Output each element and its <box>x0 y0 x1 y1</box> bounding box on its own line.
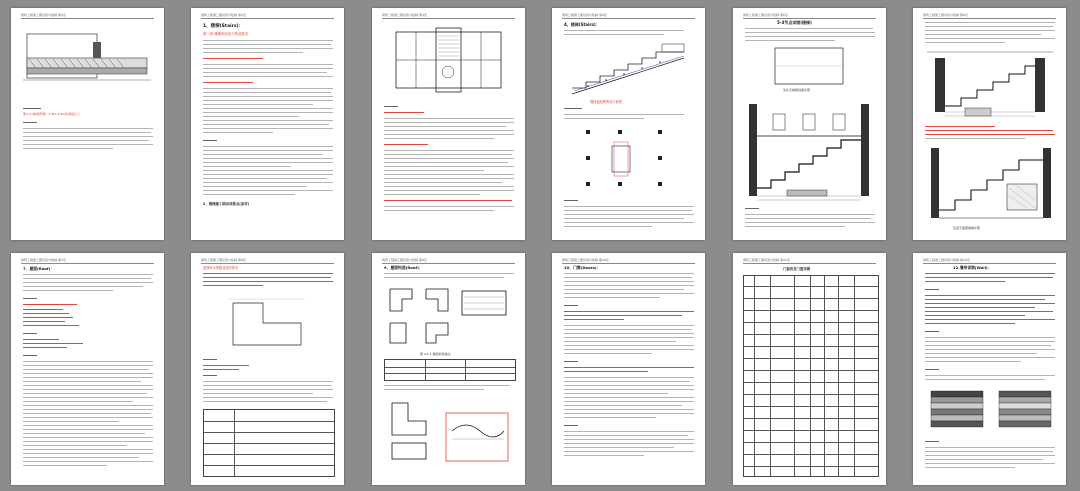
text-line <box>384 134 514 135</box>
text-line <box>384 206 514 207</box>
text-line <box>925 361 1021 362</box>
text-line <box>384 182 502 183</box>
text-line <box>203 150 333 151</box>
text-line <box>23 286 143 287</box>
text-line <box>384 130 514 131</box>
text-line <box>564 315 682 316</box>
document-page[interactable] <box>372 253 525 485</box>
table-title: 门窗表及门窗详图 <box>783 267 811 271</box>
text-line <box>203 281 333 282</box>
text-line <box>925 138 1025 139</box>
text-line <box>23 274 153 275</box>
text-line <box>564 325 694 326</box>
text-line <box>203 92 331 93</box>
text-line <box>564 385 694 386</box>
document-page[interactable] <box>733 253 886 485</box>
text-line <box>23 339 59 340</box>
text-line <box>564 409 694 410</box>
text-line <box>564 293 694 294</box>
text-line <box>384 166 514 167</box>
text-line <box>564 389 694 390</box>
figure-caption: 图 2.1.1 屋面构造做法 <box>420 352 451 356</box>
text-line <box>925 369 939 370</box>
text-line <box>203 170 333 171</box>
text-line <box>203 369 239 370</box>
text-line <box>564 371 648 372</box>
page-header: 建筑工程施工图识读与绘制 第12章 <box>923 258 1056 264</box>
text-line <box>925 42 1005 43</box>
text-line <box>23 148 113 149</box>
text-line <box>564 305 578 306</box>
text-line <box>23 355 37 356</box>
text-line <box>203 385 331 386</box>
text-line <box>384 154 512 155</box>
text-line <box>564 425 578 426</box>
page-header: 建筑工程施工图识读与绘制 第9章 <box>382 258 515 264</box>
text-line <box>203 128 333 129</box>
page-header: 建筑工程施工图识读与绘制 第4章 <box>562 13 695 19</box>
text-line <box>203 68 333 69</box>
text-line <box>564 200 578 201</box>
text-line <box>564 281 694 282</box>
text-line <box>203 381 333 382</box>
text-line <box>564 349 694 350</box>
text-line <box>23 449 153 450</box>
document-page[interactable] <box>913 8 1066 240</box>
text-line <box>203 44 331 45</box>
text-line <box>203 389 333 390</box>
text-line <box>925 447 1055 448</box>
text-line <box>564 311 694 312</box>
text-line <box>564 381 690 382</box>
text-line <box>564 30 684 31</box>
text-line <box>564 431 694 432</box>
text-line <box>564 218 684 219</box>
text-line <box>745 28 873 29</box>
text-line <box>745 208 759 209</box>
text-line <box>203 277 331 278</box>
section-heading: 5-3节点详图(楼梯) <box>777 20 812 25</box>
text-line <box>745 36 875 37</box>
text-line <box>384 150 514 151</box>
text-line <box>925 307 1035 308</box>
document-page[interactable] <box>191 253 344 485</box>
text-line <box>564 210 692 211</box>
text-line <box>564 226 652 227</box>
wall-layer-figures <box>927 387 1055 433</box>
text-line <box>564 118 644 119</box>
text-line <box>564 455 644 456</box>
text-line <box>23 278 151 279</box>
text-line <box>564 435 688 436</box>
text-line <box>203 48 333 49</box>
text-line <box>203 401 327 402</box>
text-line <box>203 365 249 366</box>
text-line <box>925 441 939 442</box>
figure-note: 某住宅楼梯剖面详图 <box>783 88 811 92</box>
text-line <box>564 285 694 286</box>
text-line <box>203 58 263 59</box>
text-line <box>564 333 694 334</box>
text-line <box>564 206 694 207</box>
text-line <box>23 453 153 454</box>
text-line <box>23 136 153 137</box>
section-heading: 10、门窗(Doors)： <box>564 265 601 270</box>
text-line <box>23 313 69 314</box>
section-heading: 4、楼梯(Stairs)： <box>564 22 600 27</box>
text-line <box>384 122 514 123</box>
text-line <box>745 32 875 33</box>
text-line <box>564 377 694 378</box>
text-line <box>23 377 153 378</box>
text-line <box>23 282 153 283</box>
text-line <box>203 375 217 376</box>
text-line <box>203 158 333 159</box>
text-line <box>203 72 327 73</box>
text-line <box>564 361 578 362</box>
text-line <box>745 40 835 41</box>
text-line <box>564 443 694 444</box>
text-line <box>384 174 514 175</box>
page-header: 建筑工程施工图识读与绘制 第7章 <box>21 258 154 264</box>
text-line <box>23 325 79 326</box>
text-line <box>564 222 694 223</box>
text-line <box>23 445 127 446</box>
text-line <box>23 401 133 402</box>
text-line <box>925 299 1045 300</box>
l-shape-plan-figure <box>227 297 307 351</box>
text-line <box>23 373 153 374</box>
section-heading: 12.墙身详图(Wall)： <box>953 265 992 270</box>
text-line <box>23 343 83 344</box>
text-line <box>203 104 313 105</box>
text-line <box>925 341 1055 342</box>
text-line <box>564 108 582 109</box>
text-line <box>745 218 871 219</box>
document-page[interactable] <box>11 253 164 485</box>
text-line <box>203 359 217 360</box>
text-line <box>23 441 153 442</box>
text-line <box>745 214 875 215</box>
text-line <box>203 40 333 41</box>
text-line <box>23 385 153 386</box>
text-line <box>564 353 652 354</box>
text-line <box>203 140 217 141</box>
text-line <box>203 76 333 77</box>
text-line <box>23 347 67 348</box>
text-line <box>384 106 398 107</box>
text-line <box>384 162 508 163</box>
floor-plan-figure <box>386 26 511 94</box>
text-line <box>925 331 939 332</box>
text-line <box>384 170 484 171</box>
text-line <box>203 166 291 167</box>
text-line <box>23 381 141 382</box>
text-line <box>564 341 676 342</box>
data-table <box>203 409 335 477</box>
text-line <box>23 393 147 394</box>
text-line <box>564 289 684 290</box>
text-line <box>203 182 333 183</box>
text-line <box>384 385 510 386</box>
text-line <box>203 146 333 147</box>
door-window-table <box>743 275 879 477</box>
document-page[interactable] <box>733 8 886 240</box>
text-line <box>203 82 253 83</box>
text-line <box>564 367 694 368</box>
text-line <box>925 353 1037 354</box>
text-line <box>23 108 41 109</box>
text-line <box>384 277 504 278</box>
text-line <box>23 457 139 458</box>
page-header: 建筑工程施工图识读与绘制 第8章 <box>201 258 334 264</box>
text-line <box>925 126 995 127</box>
page-header: 建筑工程施工图识读与绘制 第1章 <box>21 13 154 19</box>
text-line <box>203 154 323 155</box>
text-line <box>925 349 1055 350</box>
document-page[interactable] <box>913 253 1066 485</box>
text-line <box>925 303 1055 304</box>
text-line <box>564 451 694 452</box>
text-line <box>925 323 1015 324</box>
text-line <box>925 311 1053 312</box>
text-line <box>203 194 295 195</box>
text-line <box>23 333 37 334</box>
text-line <box>925 463 1055 464</box>
text-line <box>23 128 153 129</box>
highlight-text: 屋面防水等级及设防要求 <box>203 266 239 270</box>
text-line <box>384 138 494 139</box>
text-line <box>925 289 939 290</box>
page-header: 建筑工程施工图识读与绘制 第10章 <box>562 258 695 264</box>
text-line <box>23 461 153 462</box>
document-page[interactable] <box>372 8 525 240</box>
text-line <box>925 22 1055 23</box>
text-line <box>745 222 875 223</box>
text-line <box>384 194 480 195</box>
text-line <box>564 214 694 215</box>
text-line <box>203 88 333 89</box>
text-line <box>564 439 694 440</box>
section-heading: 7、屋面(Roof)： <box>23 266 55 271</box>
text-line <box>23 365 153 366</box>
document-page[interactable] <box>552 8 705 240</box>
text-line <box>23 290 113 291</box>
text-line <box>384 200 512 201</box>
text-line <box>925 379 1045 380</box>
text-line <box>564 345 694 346</box>
text-line <box>203 52 303 53</box>
text-line <box>23 425 153 426</box>
section-heading: 1、楼梯(Stairs)： <box>203 24 244 29</box>
text-line <box>203 273 333 274</box>
highlight-text: 第二章 楼梯的组成与构造要求 <box>203 32 249 36</box>
text-line <box>203 174 333 175</box>
text-line <box>203 397 333 398</box>
text-line <box>564 417 656 418</box>
text-line <box>23 433 145 434</box>
text-line <box>925 34 1041 35</box>
text-line <box>925 281 1005 282</box>
text-line <box>203 190 333 191</box>
text-line <box>925 315 1025 316</box>
text-line <box>23 421 119 422</box>
text-line <box>564 397 694 398</box>
text-line <box>203 112 333 113</box>
text-line <box>925 459 1043 460</box>
text-line <box>564 393 668 394</box>
stair-elevation-detail-figure <box>927 144 1055 224</box>
text-line <box>384 389 484 390</box>
text-line <box>384 118 514 119</box>
text-line <box>203 178 327 179</box>
stair-section-detail-figure <box>743 96 877 204</box>
highlight-text: 第1.4-4级建筑物···1.8m-4.8m标准层以上 <box>23 112 81 116</box>
text-line <box>23 409 153 410</box>
text-line <box>564 34 664 35</box>
text-line <box>203 100 333 101</box>
text-line <box>23 369 149 370</box>
text-line <box>564 405 682 406</box>
text-line <box>564 447 674 448</box>
text-line <box>23 361 153 362</box>
text-line <box>203 116 299 117</box>
text-line <box>23 122 37 123</box>
text-line <box>23 309 63 310</box>
text-line <box>23 140 149 141</box>
roof-section-figures <box>386 393 512 467</box>
text-line <box>564 413 694 414</box>
text-line <box>384 210 494 211</box>
text-line <box>925 277 1053 278</box>
section-subheading: 2、楼梯施工图识读要点(参考) <box>203 202 250 206</box>
text-line <box>23 437 153 438</box>
text-line <box>23 417 153 418</box>
page-header: 建筑工程施工图识读与绘制 第11章 <box>743 258 876 264</box>
text-line <box>925 357 1055 358</box>
text-line <box>384 112 424 113</box>
figure-note: 底层平面图楼梯详图 <box>953 226 981 230</box>
text-line <box>925 130 1053 131</box>
text-line <box>564 273 694 274</box>
text-line <box>384 186 514 187</box>
text-line <box>384 144 428 145</box>
text-line <box>925 375 1055 376</box>
text-line <box>564 337 694 338</box>
text-line <box>203 96 333 97</box>
text-line <box>384 158 514 159</box>
text-line <box>745 226 845 227</box>
text-line <box>564 401 694 402</box>
text-line <box>925 337 1055 338</box>
text-line <box>925 451 1053 452</box>
text-line <box>925 30 1055 31</box>
text-line <box>925 38 1055 39</box>
text-line <box>564 277 692 278</box>
text-line <box>925 26 1053 27</box>
page-header: 建筑工程施工图识读与绘制 第2章 <box>201 13 334 19</box>
text-line <box>203 132 273 133</box>
text-line <box>564 114 684 115</box>
text-line <box>203 393 313 394</box>
text-line <box>23 465 107 466</box>
text-line <box>23 132 151 133</box>
text-line <box>384 126 506 127</box>
text-line <box>384 273 514 274</box>
text-line <box>925 273 1055 274</box>
text-line <box>925 345 1051 346</box>
text-line <box>23 429 153 430</box>
document-page[interactable] <box>552 253 705 485</box>
text-line <box>23 405 153 406</box>
stair-reinforcement-figure <box>566 40 691 96</box>
text-line <box>203 285 263 286</box>
plan-rectangle-figure <box>773 46 845 86</box>
text-line <box>203 120 333 121</box>
section-heading: 9、屋面构造(Roof)： <box>384 265 423 270</box>
text-line <box>203 186 307 187</box>
text-line <box>203 124 329 125</box>
page-header: 建筑工程施工图识读与绘制 第3章 <box>382 13 515 19</box>
roof-detail-figures <box>386 281 512 351</box>
text-line <box>564 319 624 320</box>
text-line <box>925 455 1055 456</box>
text-line <box>564 297 660 298</box>
text-line <box>23 397 153 398</box>
foundation-section-figure <box>23 28 151 90</box>
text-line <box>925 134 1055 135</box>
page-header: 建筑工程施工图识读与绘制 第5章 <box>743 13 876 19</box>
text-line <box>203 64 333 65</box>
stair-plan-dimension-figure <box>925 48 1055 120</box>
text-line <box>564 329 692 330</box>
text-line <box>23 317 73 318</box>
column-grid-figure <box>578 124 678 194</box>
document-page[interactable] <box>11 8 164 240</box>
figure-caption: 梯段板配筋构造示意图 <box>590 100 622 104</box>
page-header: 建筑工程施工图识读与绘制 第6章 <box>923 13 1056 19</box>
text-line <box>23 144 153 145</box>
text-line <box>925 467 1015 468</box>
text-line <box>23 321 65 322</box>
text-line <box>23 413 151 414</box>
text-line <box>23 304 77 305</box>
text-line <box>925 295 1055 296</box>
text-line <box>384 178 514 179</box>
text-line <box>203 162 333 163</box>
text-line <box>384 190 514 191</box>
document-page[interactable] <box>191 8 344 240</box>
text-line <box>23 389 153 390</box>
text-line <box>203 108 333 109</box>
text-line <box>925 319 1055 320</box>
data-table <box>384 359 516 381</box>
text-line <box>23 298 37 299</box>
